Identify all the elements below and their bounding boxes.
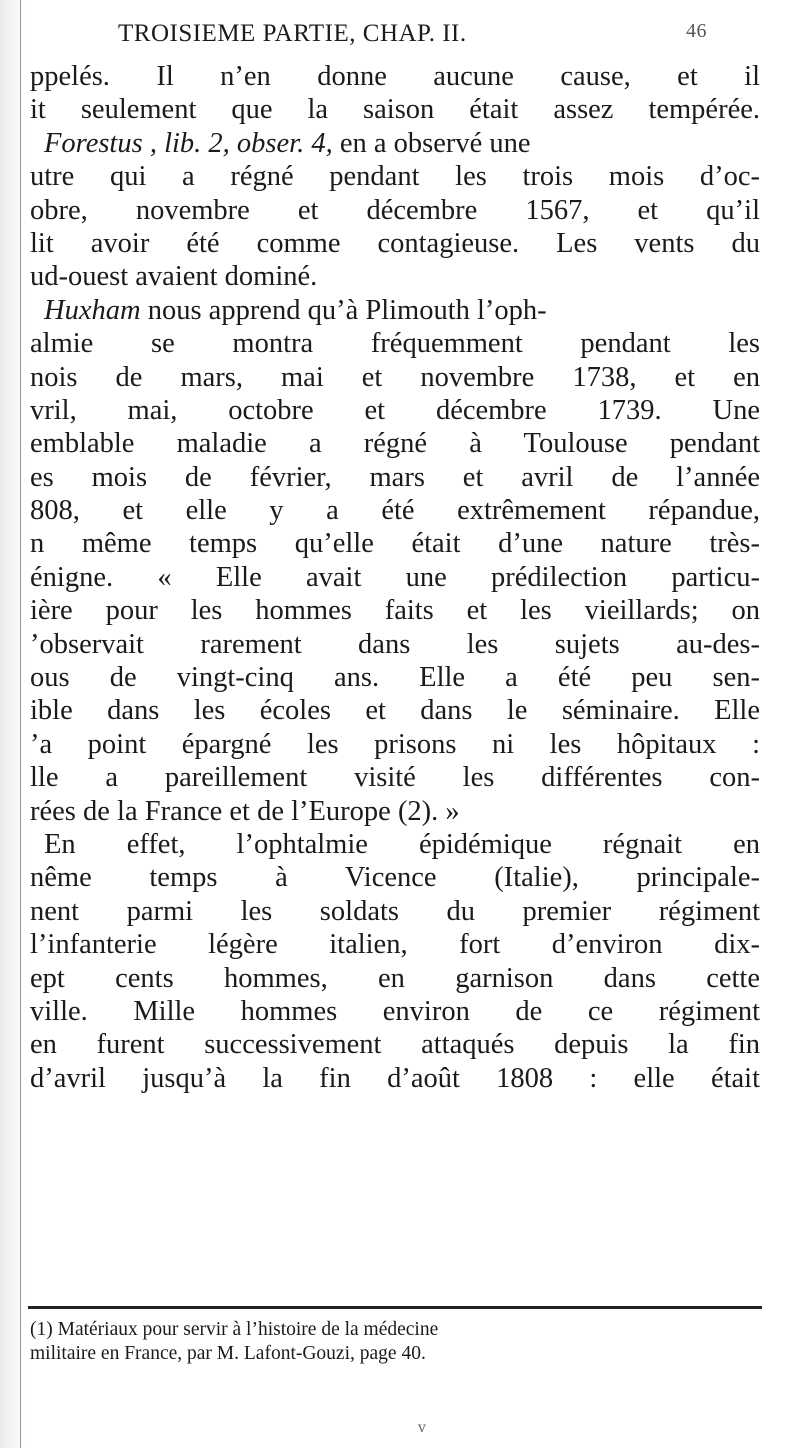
text-line: ville. Mille hommes environ de ce régiment [30,995,760,1027]
text-line: ud-ouest avaient dominé. [30,261,318,293]
text-line: obre, novembre et décembre 1567, et qu’il [30,194,760,226]
page-gutter-shadow [0,0,26,1448]
footnote-line: militaire en France, par M. Lafont-Gouzi, page 40. [30,1343,426,1364]
line-rest: nous apprend qu’à Plimouth l’oph- [140,294,547,326]
body-text [30,60,760,1095]
text-line: rées de la France et de l’Europe (2). » [30,795,460,827]
page-number: 46 [686,20,707,42]
running-title: TROISIEME PARTIE, CHAP. II. [118,20,467,47]
footnote-line: (1) Matériaux pour servir à l’histoire de la médecine [30,1319,439,1340]
line-rest: en a observé une [332,127,531,159]
text-line: ous de vingt-cinq ans. Elle a été peu sen- [30,662,760,694]
text-line: vril, mai, octobre et décembre 1739. Une [30,394,760,426]
stray-mark: v [418,1420,426,1436]
footnote [30,1318,770,1366]
text-line: ppelés. Il n’en donne aucune cause, et il [30,61,760,92]
author-citation: Forestus , lib. 2, obser. 4, [44,127,333,159]
text-line: emblable maladie a régné à Toulouse pendant [30,428,760,460]
text-line: en furent successivement attaqués depuis la fin [30,1029,760,1061]
text-line: nois de mars, mai et novembre 1738, et en [30,361,760,393]
text-line: lit avoir été comme contagieuse. Les vents du [30,227,760,259]
text-line: nême temps à Vicence (Italie), principale- [30,862,760,894]
text-line: énigne. « Elle avait une prédilection particu- [30,561,760,593]
text-line: l’infanterie légère italien, fort d’environ dix- [30,929,760,961]
footnote-rule [28,1306,762,1309]
text-line: ’a point épargné les prisons ni les hôpitaux : [30,728,760,760]
text-line: ’observait rarement dans les sujets au-des- [30,628,760,660]
text-line: it seulement que la saison était assez tempérée. [30,94,760,126]
text-line: es mois de février, mars et avril de l’année [30,461,760,493]
author-citation: Huxham [44,294,141,326]
text-line: n même temps qu’elle était d’une nature très- [30,528,760,560]
text-line: ière pour les hommes faits et les vieillards; on [30,595,760,627]
text-line [30,294,760,327]
text-line: lle a pareillement visité les différentes con- [30,762,760,794]
text-line: ept cents hommes, en garnison dans cette [30,962,760,994]
text-line: d’avril jusqu’à la fin d’août 1808 : elle était [30,1062,760,1094]
text-line: utre qui a régné pendant les trois mois d’oc- [30,161,760,193]
text-line: ible dans les écoles et dans le séminaire. Elle [30,695,760,727]
text-line: En effet, l’ophtalmie épidémique régnait en [44,828,760,860]
text-line [30,127,760,160]
running-head [118,20,748,48]
text-line: almie se montra fréquemment pendant les [30,328,760,360]
binding-edge-line [20,0,21,1448]
text-line: nent parmi les soldats du premier régiment [30,895,760,927]
text-line: 808, et elle y a été extrêmement répandue, [30,495,760,527]
